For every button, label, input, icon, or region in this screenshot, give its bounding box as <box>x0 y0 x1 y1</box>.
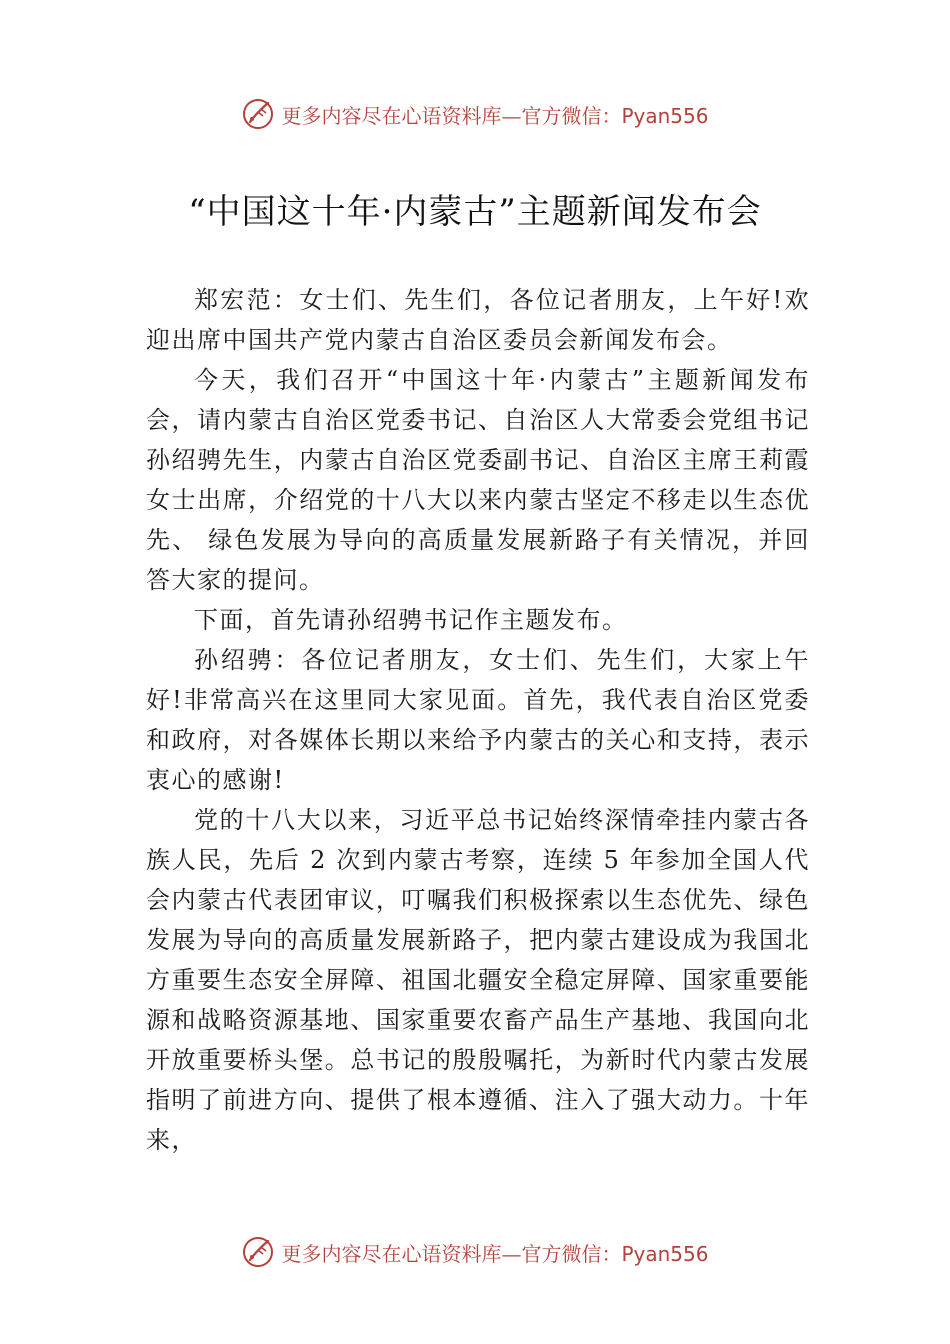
paragraph: 党的十八大以来，习近平总书记始终深情牵挂内蒙古各族人民，先后 2 次到内蒙古考察，连续 5 年参加全国人代会内蒙古代表团审议，叮嘱我们积极探索以生态优先、绿色发展为导向的高质量发展新路子，把内蒙古建设成为我国北方重要生态安全屏障、祖国北疆安全稳定屏障、国家重要能源和战略资源基地、国家重要农畜产品生产基地、我国向北开放重要桥头堡。总书记的殷殷嘱托，为新时代内蒙古发展指明了前进方向、提供了根本遵循、注入了强大动力。十年来， <box>146 806 810 1154</box>
document-title: “中国这十年·内蒙古”主题新闻发布会 <box>188 192 762 232</box>
banner-separator: — <box>501 103 522 128</box>
banner-text <box>281 1238 708 1267</box>
banner-brand: 更多内容尽在心语资料库 <box>281 103 502 128</box>
banner-brand: 更多内容尽在心语资料库 <box>281 1241 502 1266</box>
banner-contact: 官方微信：Pyan556 <box>521 1241 709 1266</box>
paragraph: 郑宏范：女士们、先生们，各位记者朋友，上午好!欢迎出席中国共产党内蒙古自治区委员会新闻发布会。 <box>146 286 810 354</box>
quill-seal-icon <box>241 97 275 131</box>
banner-separator: — <box>501 1241 522 1266</box>
quill-seal-icon <box>241 1235 275 1269</box>
footer-banner <box>0 1232 950 1272</box>
header-banner <box>0 94 950 134</box>
paragraph: 下面，首先请孙绍骋书记作主题发布。 <box>194 606 628 634</box>
paragraph: 今天，我们召开“中国这十年·内蒙古”主题新闻发布会，请内蒙古自治区党委书记、自治区人大常委会党组书记孙绍骋先生，内蒙古自治区党委副书记、自治区主席王莉霞女士出席，介绍党的十八大以来内蒙古坚定不移走以生态优先、 绿色发展为导向的高质量发展新路子有关情况，并回答大家的提问。 <box>146 366 810 594</box>
banner-text <box>281 100 708 129</box>
banner-contact: 官方微信：Pyan556 <box>521 103 709 128</box>
document-body <box>146 280 810 1160</box>
paragraph: 孙绍骋：各位记者朋友，女士们、先生们，大家上午好!非常高兴在这里同大家见面。首先，我代表自治区党委和政府，对各媒体长期以来给予内蒙古的关心和支持，表示衷心的感谢! <box>146 646 810 794</box>
